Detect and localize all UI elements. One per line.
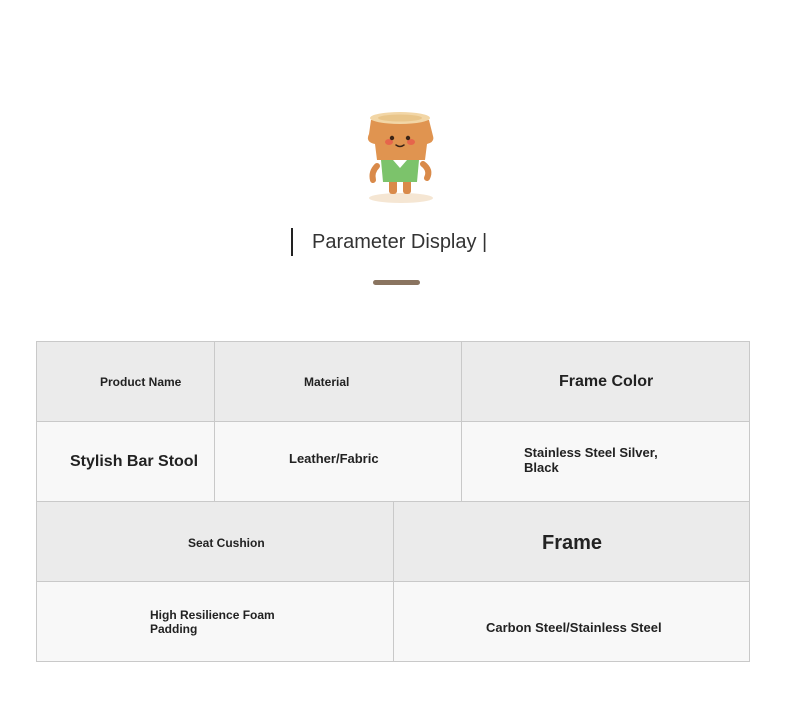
header-label: Frame Color xyxy=(559,373,654,390)
title-accent-bar xyxy=(291,228,293,256)
value-label: Stainless Steel Silver, Black xyxy=(524,444,658,475)
value-label: Carbon Steel/Stainless Steel xyxy=(486,620,662,635)
header-label: Product Name xyxy=(100,374,182,389)
value-cell-material xyxy=(215,422,462,502)
value-cell-seat-cushion xyxy=(37,582,394,661)
header-label: Material xyxy=(304,374,350,389)
header-cell-frame xyxy=(394,502,749,582)
value-label: Stylish Bar Stool xyxy=(70,453,199,470)
header-cell-frame-color xyxy=(462,342,749,422)
parameter-table xyxy=(36,341,750,662)
header-cell-material xyxy=(215,342,462,422)
value-cell-frame-color xyxy=(462,422,749,502)
title-underline-divider xyxy=(373,280,420,285)
value-cell-product-name xyxy=(37,422,215,502)
section-title-row xyxy=(0,226,790,258)
value-label: High Resilience Foam Padding xyxy=(150,607,275,636)
header-label: Frame xyxy=(542,531,603,554)
value-label: Leather/Fabric xyxy=(289,451,379,466)
header-cell-product-name xyxy=(37,342,215,422)
header-label: Seat Cushion xyxy=(188,535,265,550)
header-cell-seat-cushion xyxy=(37,502,394,582)
page-title: Parameter Display | xyxy=(312,231,488,253)
value-cell-frame xyxy=(394,582,749,661)
tree-stump-mascot-icon xyxy=(363,108,439,204)
